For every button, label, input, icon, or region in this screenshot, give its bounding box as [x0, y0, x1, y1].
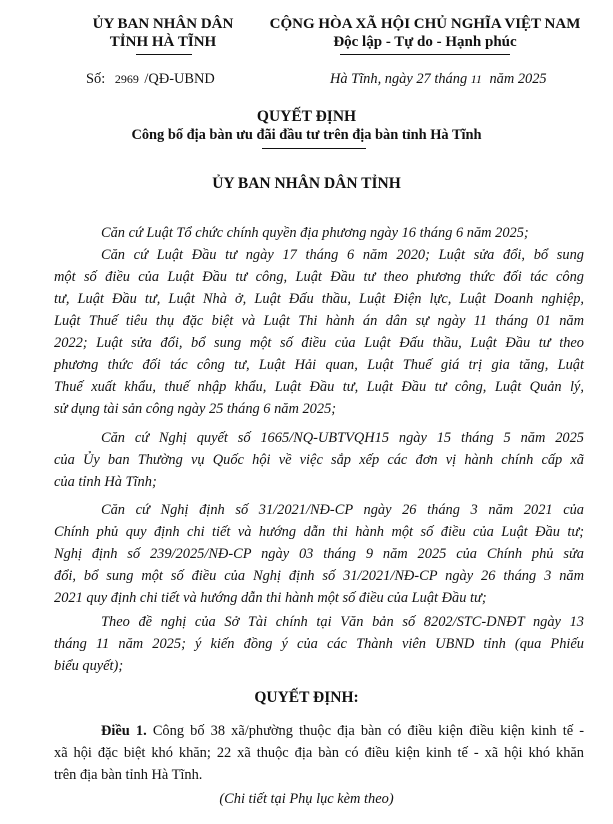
subtitle-underline	[262, 148, 366, 149]
article-1-line	[101, 721, 584, 741]
document-date	[330, 69, 547, 89]
document-title: QUYẾT ĐỊNH	[256, 108, 357, 125]
basis-line: Căn cứ Nghị quyết số 1665/NQ-UBTVQH15 ngày 15 tháng 5 năm 2025	[101, 430, 584, 446]
basis-line: Thuế xuất khẩu, thuế nhập khẩu, Luật Đầu tư, Luật Đầu tư công, Luật Quản lý,	[54, 379, 584, 395]
date-day: 27	[416, 71, 431, 87]
basis-line: biểu quyết);	[54, 658, 124, 674]
basis-line: 2022; Luật sửa đổi, bổ sung một số điều của Luật Đấu thầu, Luật Đầu tư theo	[54, 335, 584, 351]
doc-number-code: /QĐ-UBND	[144, 71, 215, 87]
basis-line: Nghị định số 239/2025/NĐ-CP ngày 03 tháng 9 năm 2025 của Chính phủ sửa	[54, 546, 584, 562]
org-name-line1: ỦY BAN NHÂN DÂN	[92, 16, 234, 32]
basis-line: một số điều của Luật Đầu tư công, Luật Đầu tư theo phương thức đối tác công	[54, 269, 584, 285]
date-month: 11	[470, 72, 482, 86]
appendix-note: (Chi tiết tại Phụ lục kèm theo)	[219, 791, 394, 807]
basis-line: Căn cứ Nghị định số 31/2021/NĐ-CP ngày 26 tháng 3 năm 2021 của	[101, 502, 584, 518]
basis-line: Theo đề nghị của Sở Tài chính tại Văn bản số 8202/STC-DNĐT ngày 13	[101, 614, 584, 630]
basis-line: 2021 quy định chi tiết và hướng dẫn thi hành một số điều của Luật Đầu tư;	[54, 590, 487, 606]
basis-line: Chính phủ quy định chi tiết và hướng dẫn thi hành một số điều của Luật Đầu tư;	[54, 524, 584, 540]
date-year: năm 2025	[489, 71, 547, 87]
basis-line: của Ủy ban Thường vụ Quốc hội về việc sắp xếp các đơn vị hành chính cấp xã	[54, 452, 584, 468]
article-1-text: Công bố 38 xã/phường thuộc địa bàn có điều kiện điều kiện kinh tế -	[152, 723, 584, 739]
country-name: CỘNG HÒA XÃ HỘI CHỦ NGHĨA VIỆT NAM	[269, 16, 581, 32]
basis-line: đổi, bổ sung một số điều của Nghị định số 31/2021/NĐ-CP ngày 26 tháng 3 năm	[54, 568, 584, 584]
basis-line: của tỉnh Hà Tĩnh;	[54, 474, 157, 490]
basis-line: tư, Luật Đầu tư, Luật Nhà ở, Luật Đấu thầu, Luật Điện lực, Luật Doanh nghiệp,	[54, 291, 584, 307]
doc-number-value: 2969	[114, 72, 139, 86]
basis-line: tháng 11 năm 2025; ý kiến đồng ý của các Thành viên UBND tỉnh (qua Phiếu	[54, 636, 584, 652]
org-name-line2: TỈNH HÀ TĨNH	[109, 34, 217, 50]
doc-number-label: Số:	[86, 71, 106, 87]
decision-heading: QUYẾT ĐỊNH:	[254, 689, 359, 706]
basis-line: Luật Thuế tiêu thụ đặc biệt và Luật Thi hành án dân sự ngày 11 tháng 01 năm	[54, 313, 584, 329]
motto-underline	[340, 54, 510, 55]
date-place: Hà Tĩnh, ngày	[330, 71, 413, 87]
basis-line: Căn cứ Luật Đầu tư ngày 17 tháng 6 năm 2020; Luật sửa đổi, bổ sung	[101, 247, 584, 263]
basis-line: Căn cứ Luật Tổ chức chính quyền địa phương ngày 16 tháng 6 năm 2025;	[101, 225, 529, 241]
issuing-authority: ỦY BAN NHÂN DÂN TỈNH	[212, 175, 401, 192]
article-1-label: Điều 1.	[101, 723, 147, 739]
basis-line: phương thức đối tác công tư, Luật Hải quan, Luật Thuế giá trị gia tăng, Luật	[54, 357, 584, 373]
basis-line: sử dụng tài sản công ngày 25 tháng 6 năm 2025;	[54, 401, 337, 417]
national-motto: Độc lập - Tự do - Hạnh phúc	[333, 34, 517, 50]
article-1-line: trên địa bàn tỉnh Hà Tĩnh.	[54, 767, 203, 783]
article-1-line: xã hội đặc biệt khó khăn; 22 xã thuộc địa bàn có điều kiện kinh tế - xã hội khó khăn	[54, 745, 584, 761]
document-subtitle: Công bố địa bàn ưu đãi đầu tư trên địa bàn tỉnh Hà Tĩnh	[131, 127, 482, 143]
date-month-label: tháng	[434, 71, 468, 87]
org-underline	[136, 54, 192, 55]
document-number	[86, 69, 215, 89]
